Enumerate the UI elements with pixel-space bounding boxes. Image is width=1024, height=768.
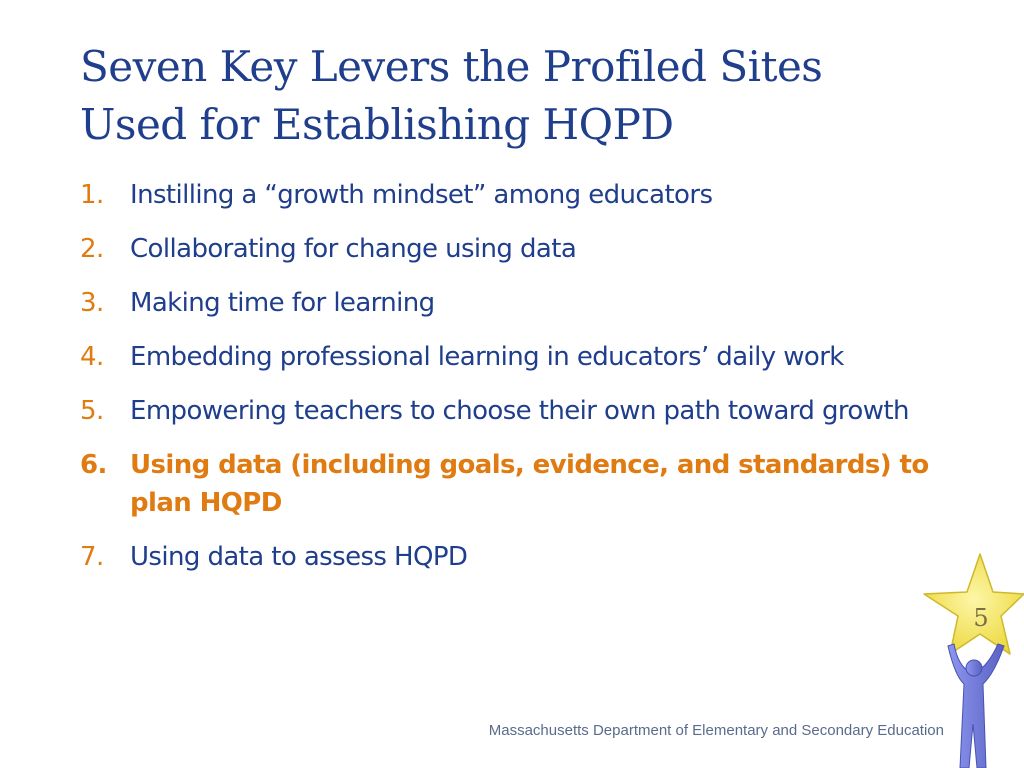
lever-text: Using data (including goals, evidence, and standards) to plan HQPD <box>130 450 929 518</box>
lever-number: 3. <box>80 288 104 318</box>
levers-list <box>80 176 940 592</box>
person-figure <box>948 644 1004 768</box>
star-figure-icon <box>918 552 1024 768</box>
lever-text: Making time for learning <box>130 288 435 318</box>
lever-text: Embedding professional learning in educators’ daily work <box>130 342 844 372</box>
slide-title <box>80 38 940 154</box>
lever-item-7 <box>80 538 940 576</box>
lever-item-2 <box>80 230 940 268</box>
lever-item-3 <box>80 284 940 322</box>
lever-number: 6. <box>80 450 107 480</box>
footer-organization: Massachusetts Department of Elementary and Secondary Education <box>488 722 944 739</box>
slide-title-line-1: Seven Key Levers the Profiled Sites <box>80 42 823 91</box>
lever-item-5 <box>80 392 940 430</box>
lever-number: 4. <box>80 342 104 372</box>
lever-number: 2. <box>80 234 104 264</box>
lever-text: Collaborating for change using data <box>130 234 577 264</box>
lever-item-4 <box>80 338 940 376</box>
lever-text: Empowering teachers to choose their own path toward growth <box>130 396 909 426</box>
lever-number: 5. <box>80 396 104 426</box>
lever-item-1 <box>80 176 940 214</box>
lever-item-6-highlighted <box>80 446 940 522</box>
lever-text: Using data to assess HQPD <box>130 542 468 572</box>
lever-number: 7. <box>80 542 104 572</box>
slide-title-line-2: Used for Establishing HQPD <box>80 100 674 149</box>
lever-text: Instilling a “growth mindset” among educators <box>130 180 713 210</box>
lever-number: 1. <box>80 180 104 210</box>
page-number: 5 <box>973 604 989 632</box>
